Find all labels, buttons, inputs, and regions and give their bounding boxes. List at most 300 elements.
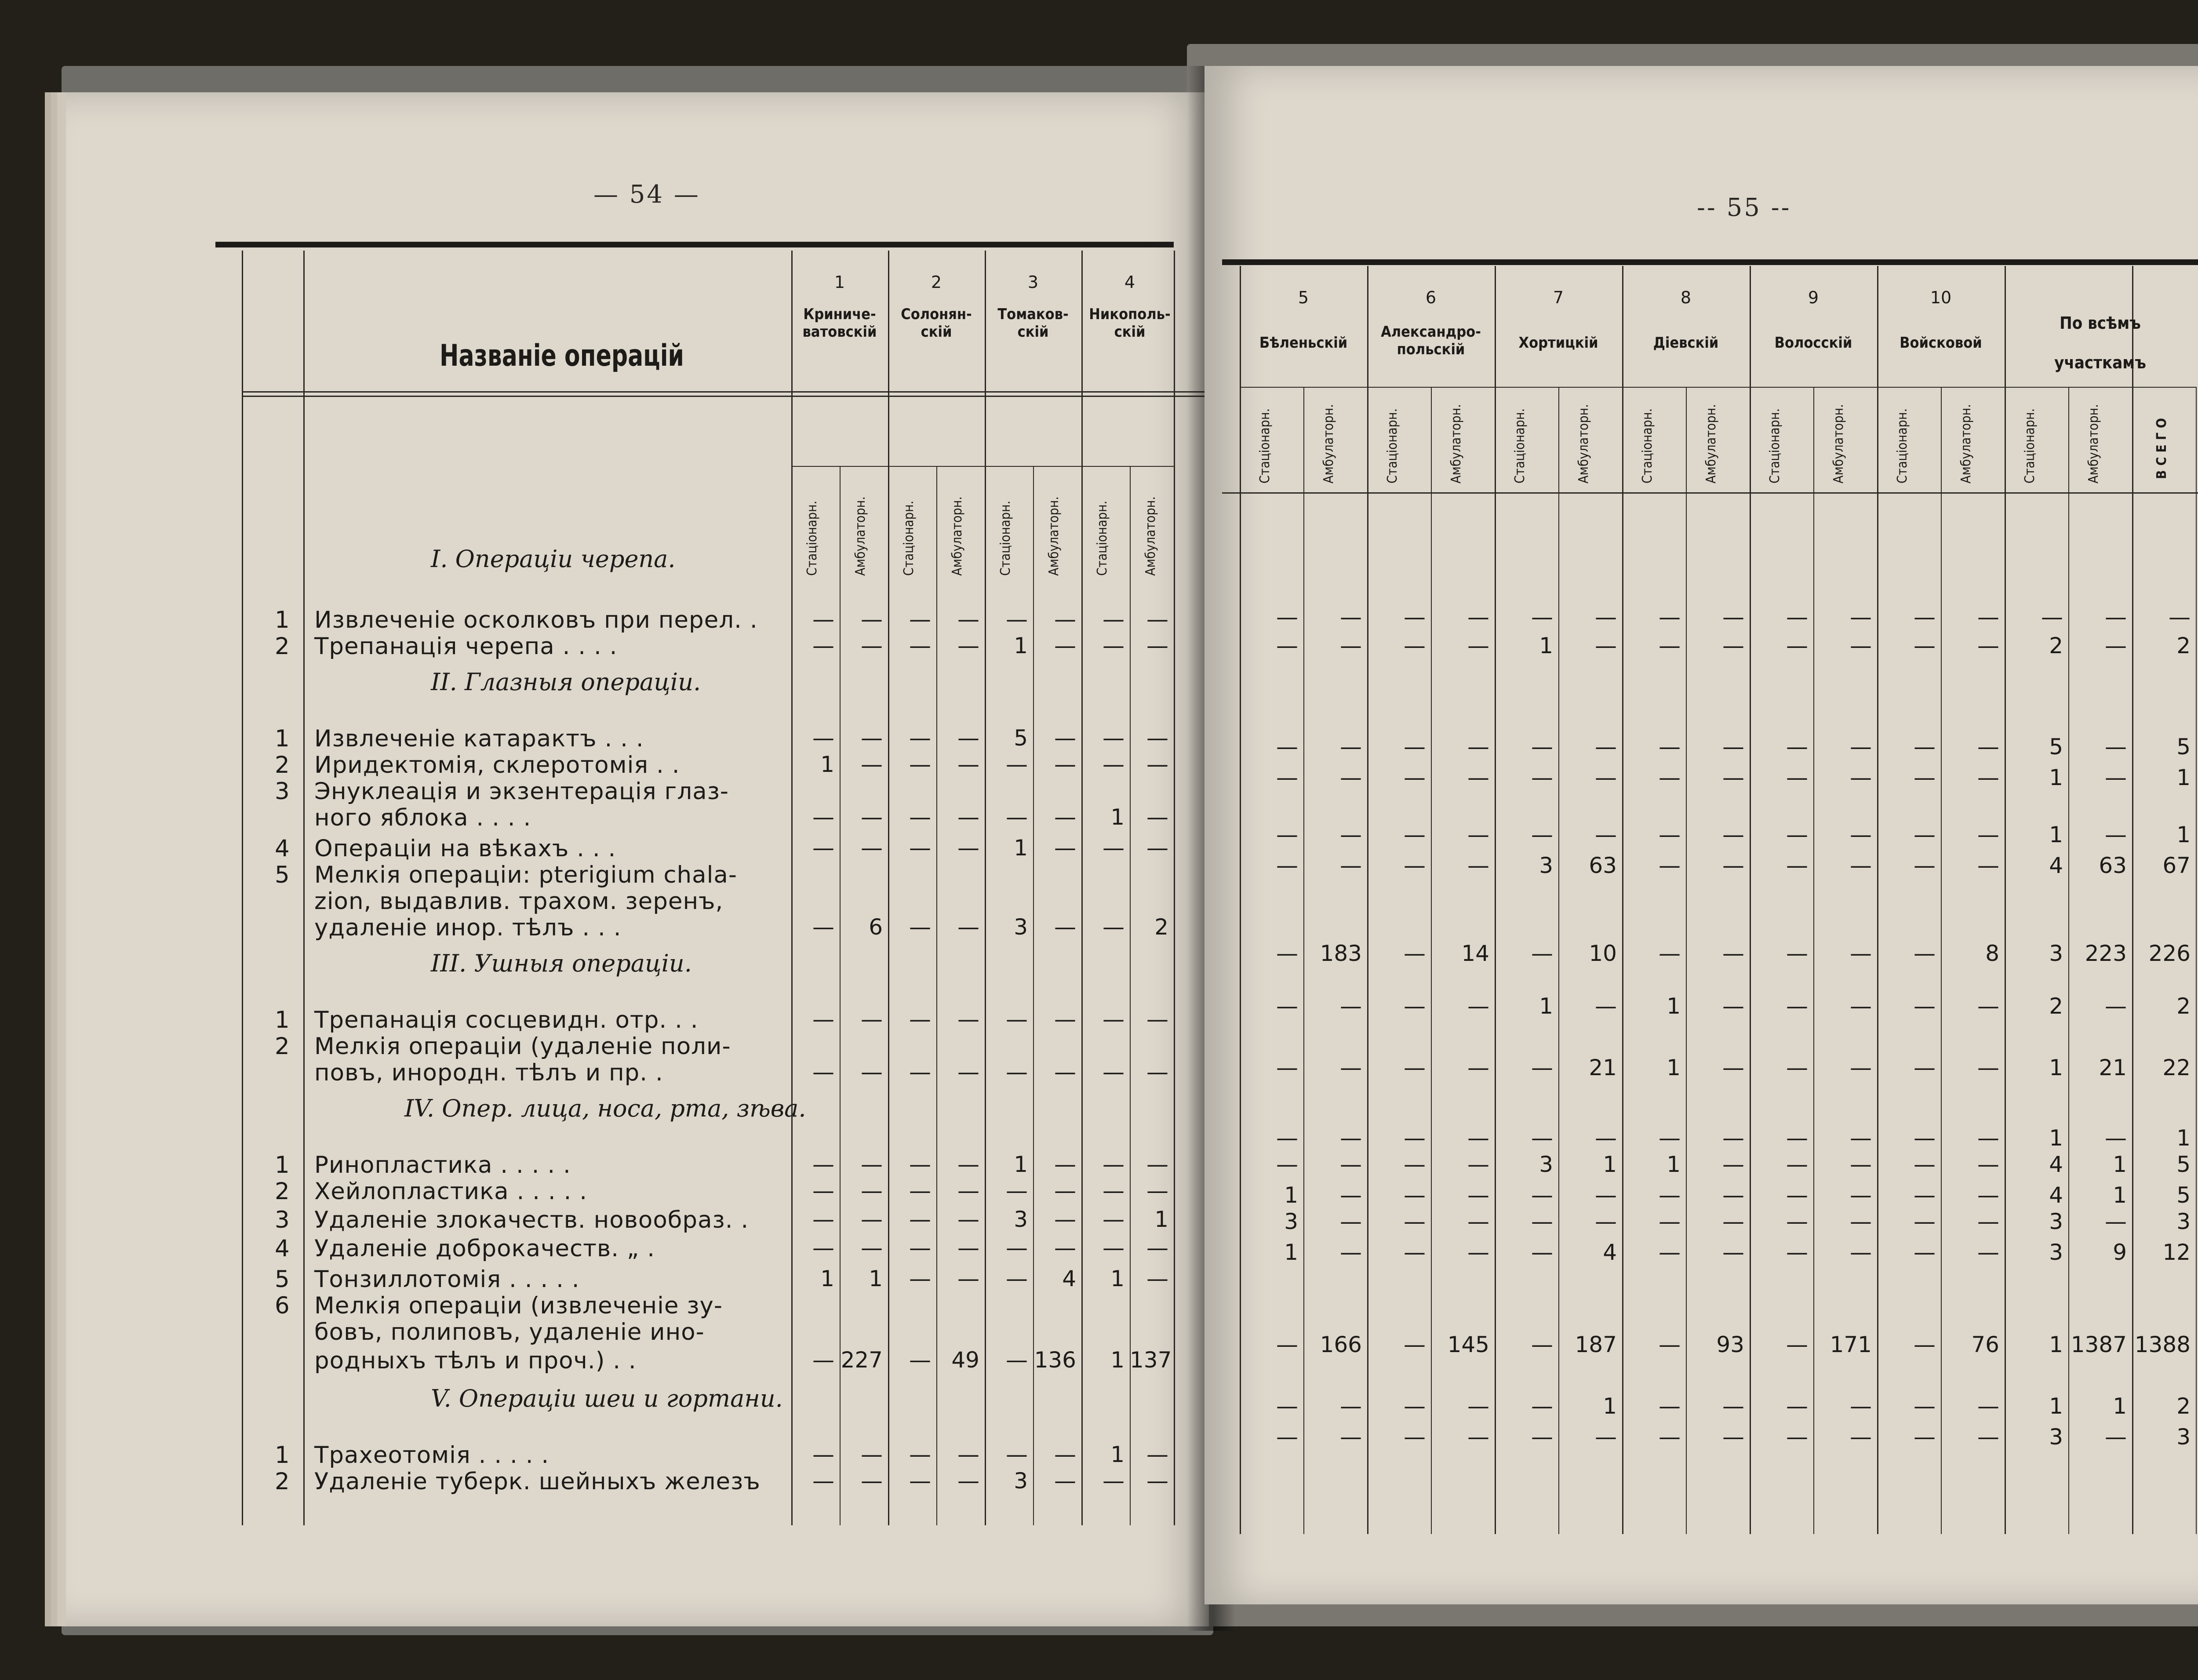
table-cell: — [1659,1240,1681,1265]
row-label: Удаленіе туберк. шейныхъ железъ [314,1468,761,1495]
table-cell: — [1914,1209,1936,1234]
table-cell: — [1786,1332,1808,1357]
table-cell: 1 [1667,993,1681,1019]
header-rule-right [1222,492,2198,494]
table-cell: — [1531,1182,1553,1208]
table-cell: — [1404,1182,1426,1208]
table-cell: — [1276,822,1298,847]
table-cell: — [861,1152,883,1177]
table-cell: — [957,1178,979,1204]
table-cell: — [1659,633,1681,658]
table-cell: — [1722,993,1744,1019]
table-cell: — [1531,1125,1553,1151]
table-cell: — [1977,822,1999,847]
table-cell: — [2105,1209,2127,1234]
table-cell: — [1722,822,1744,847]
table-cell: — [1404,734,1426,760]
table-cell: 2 [1154,914,1168,940]
table-cell: — [1467,633,1489,658]
table-cell: — [1006,1266,1028,1291]
table-cell: — [1914,734,1936,760]
table-cell: — [1103,633,1124,658]
group-name: Никополь- скій [1089,305,1171,341]
table-cell: — [1103,1207,1124,1232]
table-cell: — [1404,1332,1426,1357]
group-number: 1 [834,273,845,292]
table-cell: — [1914,993,1936,1019]
table-cell: — [2105,822,2127,847]
table-cell: — [812,1152,834,1177]
table-cell: — [1276,993,1298,1019]
table-cell: — [1467,765,1489,790]
row-number: 2 [275,752,290,778]
table-cell: — [1914,822,1936,847]
table-cell: — [1914,604,1936,630]
table-cell: — [909,835,931,861]
table-cell: — [812,1007,834,1032]
table-cell: — [812,1059,834,1085]
table-cell: — [1722,853,1744,878]
table-cell: — [861,1207,883,1232]
table-cell: — [909,1152,931,1177]
row-number: 5 [275,862,290,888]
table-cell: 76 [1971,1332,1999,1357]
table-cell: — [1276,734,1298,760]
table-cell: — [1786,1240,1808,1265]
group-number: 4 [1124,273,1135,292]
table-cell: — [1276,1125,1298,1151]
table-cell: — [1103,1059,1124,1085]
table-cell: 1 [1110,1347,1124,1373]
table-cell: — [1103,1468,1124,1494]
table-cell: — [861,725,883,751]
table-cell: — [1467,734,1489,760]
table-cell: — [1103,914,1124,940]
table-cell: — [812,725,834,751]
table-cell: — [1146,1007,1168,1032]
table-cell: — [861,1235,883,1261]
table-cell: — [1786,1125,1808,1151]
table-cell: 1 [1110,1442,1124,1467]
sub-amb-label: Амбулаторн. [1046,496,1062,576]
row-number: 3 [275,1207,290,1233]
table-cell: — [1595,765,1617,790]
table-cell: — [1595,1125,1617,1151]
table-cell: — [1404,1209,1426,1234]
table-cell: 3 [1014,1207,1028,1232]
table-cell: — [1914,1424,1936,1450]
sub-stat-label: Стаціонарн. [998,500,1013,576]
table-cell: 3 [1539,853,1553,878]
table-cell: — [1146,1266,1168,1291]
col-divider [1081,251,1083,1525]
table-cell: 67 [2162,853,2191,878]
table-cell: — [861,607,883,632]
table-cell: — [1467,1125,1489,1151]
table-cell: — [1054,1468,1076,1494]
row-number: 3 [275,778,290,805]
table-cell: — [1276,1152,1298,1177]
sub-stat-label: Стаціонарн. [1385,408,1400,484]
group-number: 8 [1680,288,1692,307]
table-cell: — [812,1178,834,1204]
table-cell: — [1340,1240,1362,1265]
sub-amb-label: Амбулаторн. [853,496,868,576]
row-label: Трахеотомія . . . . . [314,1442,550,1469]
table-cell: — [909,1207,931,1232]
table-cell: 12 [2162,1240,2191,1265]
table-cell: 1 [1603,1393,1617,1419]
table-cell: — [1340,604,1362,630]
table-cell: 1387 [2071,1332,2127,1357]
table-cell: — [1404,941,1426,966]
table-cell: — [1467,1209,1489,1234]
row-label: Удаленіе злокачеств. новообраз. . [314,1207,749,1233]
table-cell: — [1054,1059,1076,1085]
table-cell: 4 [1603,1240,1617,1265]
table-cell: — [957,1235,979,1261]
table-cell: 1 [2049,1055,2063,1080]
table-cell: — [1340,822,1362,847]
table-cell: 1 [1014,633,1028,658]
table-cell: — [1146,725,1168,751]
table-cell: — [1977,734,1999,760]
table-cell: 2 [2049,633,2063,658]
table-cell: — [861,1468,883,1494]
table-cell: 1 [1014,1152,1028,1177]
row-label: Мелкія операціи (удаленіе поли- [314,1033,731,1060]
table-cell: 2 [2049,993,2063,1019]
col-divider [985,251,986,1525]
table-cell: — [1659,1424,1681,1450]
table-cell: — [1404,1055,1426,1080]
table-cell: — [1404,822,1426,847]
table-cell: — [1722,1055,1744,1080]
section-heading: V. Операціи шеи и гортани. [431,1385,783,1412]
sub-stat-label: Стаціонарн. [1895,408,1910,484]
group-subhead-rule [791,466,1174,467]
table-cell: — [1340,633,1362,658]
table-cell: — [861,752,883,777]
table-cell: — [1850,604,1872,630]
table-cell: 5 [2176,1182,2191,1208]
table-cell: — [1467,993,1489,1019]
table-cell: 1 [1154,1207,1168,1232]
table-cell: — [1054,633,1076,658]
table-cell: — [1786,1055,1808,1080]
table-cell: — [1467,1424,1489,1450]
table-cell: — [1914,633,1936,658]
table-cell: — [909,1347,931,1373]
table-cell: — [1850,993,1872,1019]
table-cell: — [812,914,834,940]
group-number: 5 [1298,288,1309,307]
table-cell: — [957,1442,979,1467]
table-cell: — [2041,604,2063,630]
table-cell: — [1977,993,1999,1019]
table-cell: 1 [2113,1393,2127,1419]
table-cell: 2 [2176,1393,2191,1419]
sub-stat-label: Стаціонарн. [804,500,820,576]
table-cell: — [1467,1055,1489,1080]
table-cell: 3 [1014,914,1028,940]
table-cell: 2 [2176,633,2191,658]
page-number-right: -- 55 -- [1697,193,1791,222]
top-rule-left [215,242,1174,247]
table-cell: — [957,1152,979,1177]
table-cell: — [1850,1209,1872,1234]
table-cell: — [861,1442,883,1467]
group-name: Войсковой [1900,334,1982,352]
table-cell: — [957,725,979,751]
table-cell: — [861,1178,883,1204]
table-cell: — [861,835,883,861]
sub-stat-label: Стаціонарн. [1095,500,1110,576]
table-cell: — [812,1468,834,1494]
row-number: 1 [275,1152,290,1178]
table-cell: — [1103,1152,1124,1177]
table-cell: — [1531,941,1553,966]
table-cell: — [812,804,834,830]
row-label: Удаленіе доброкачеств. „ . [314,1235,655,1262]
table-cell: 10 [1589,941,1617,966]
sub-amb-label: Амбулаторн. [1958,404,1974,484]
table-cell: — [1006,1007,1028,1032]
group-name: Хортицкій [1518,334,1598,352]
table-cell: — [1276,941,1298,966]
table-cell: — [1103,1178,1124,1204]
table-cell: — [1103,607,1124,632]
table-cell: — [957,1207,979,1232]
section-heading: III. Ушныя операціи. [431,949,692,977]
table-cell: — [1722,1424,1744,1450]
table-cell: — [1977,1125,1999,1151]
table-cell: 6 [869,914,883,940]
table-cell: — [909,752,931,777]
table-cell: — [1531,1240,1553,1265]
table-cell: 1 [820,752,834,777]
table-cell: — [1404,1125,1426,1151]
table-cell: — [957,804,979,830]
table-cell: — [1467,1182,1489,1208]
table-cell: — [909,1266,931,1291]
table-cell: — [1404,1152,1426,1177]
table-cell: — [1722,734,1744,760]
table-cell: 1 [1284,1182,1298,1208]
group-name: Волосскій [1774,334,1852,352]
table-cell: — [1595,822,1617,847]
table-cell: — [1103,835,1124,861]
table-cell: — [909,1007,931,1032]
table-cell: — [861,1007,883,1032]
table-cell: 166 [1320,1332,1362,1357]
table-cell: 227 [841,1347,883,1373]
table-cell: — [1467,1240,1489,1265]
table-cell: — [957,752,979,777]
operations-title: Названіе операцій [440,338,684,373]
table-cell: — [1977,604,1999,630]
table-cell: — [1850,633,1872,658]
table-cell: — [1659,604,1681,630]
table-cell: — [1404,1424,1426,1450]
sub-amb-label: Амбулаторн. [2086,404,2101,484]
row-label: Ринопластика . . . . . [314,1152,571,1178]
table-cell: — [1722,941,1744,966]
table-cell: — [1006,1347,1028,1373]
table-cell: — [1404,853,1426,878]
table-cell: — [957,835,979,861]
sub-amb-label: Амбулаторн. [1448,404,1464,484]
table-cell: — [1850,1055,1872,1080]
table-cell: 63 [2099,853,2127,878]
table-cell: — [1146,607,1168,632]
table-cell: — [2105,633,2127,658]
row-number: 2 [275,633,290,660]
table-cell: — [2105,1424,2127,1450]
table-cell: — [1146,1178,1168,1204]
table-cell: — [1659,853,1681,878]
sub-amb-label: Амбулаторн. [950,496,965,576]
table-cell: — [957,1059,979,1085]
table-cell: — [1977,1240,1999,1265]
table-cell: — [1006,1178,1028,1204]
sub-amb-label: Амбулаторн. [1703,404,1719,484]
table-cell: — [1054,1207,1076,1232]
table-cell: — [812,607,834,632]
table-cell: — [1103,1007,1124,1032]
table-cell: — [1659,1125,1681,1151]
table-cell: 3 [1539,1152,1553,1177]
row-label: Мелкія операціи (извлеченіе зу- [314,1292,723,1319]
table-cell: — [1467,853,1489,878]
col-divider [888,251,889,1525]
table-cell: — [1054,1152,1076,1177]
table-cell: — [1146,633,1168,658]
table-cell: 5 [2176,734,2191,760]
table-cell: — [1595,1424,1617,1450]
row-number: 5 [275,1266,290,1293]
table-cell: — [1850,1240,1872,1265]
table-cell: — [1914,941,1936,966]
table-cell: — [957,633,979,658]
table-cell: — [2105,993,2127,1019]
table-cell: — [909,1059,931,1085]
table-cell: 1 [2113,1152,2127,1177]
table-cell: — [957,1468,979,1494]
table-cell: 1 [2049,765,2063,790]
group-name: Александро- польскій [1381,323,1481,358]
table-cell: 5 [2049,734,2063,760]
table-cell: — [2105,734,2127,760]
col-divider [1174,251,1175,1525]
table-cell: 1 [1603,1152,1617,1177]
table-cell: — [812,835,834,861]
table-cell: 49 [951,1347,979,1373]
table-cell: — [957,1007,979,1032]
row-number: 2 [275,1178,290,1205]
section-heading: II. Глазныя операціи. [431,668,701,696]
table-cell: 1 [2049,1393,2063,1419]
table-cell: — [1340,1182,1362,1208]
table-cell: — [1467,822,1489,847]
table-cell: — [1850,1393,1872,1419]
table-cell: — [909,725,931,751]
row-label: Энуклеація и экзентерація глаз- [314,778,729,805]
table-cell: 3 [2176,1209,2191,1234]
row-label: удаленіе инор. тѣлъ . . . [314,914,622,941]
table-cell: — [812,1442,834,1467]
table-cell: — [1146,1152,1168,1177]
table-cell: — [1467,604,1489,630]
table-cell: — [1006,804,1028,830]
row-label: бовъ, полиповъ, удаленіе ино- [314,1319,705,1345]
table-cell: 4 [2049,1152,2063,1177]
table-cell: — [1054,607,1076,632]
table-cell: 1 [2176,765,2191,790]
table-cell: — [1786,1209,1808,1234]
table-cell: — [1340,1125,1362,1151]
table-cell: — [1595,1209,1617,1234]
table-cell: 93 [1716,1332,1744,1357]
table-cell: — [1467,1393,1489,1419]
table-cell: — [1340,853,1362,878]
table-cell: — [1659,1332,1681,1357]
table-cell: — [1340,1152,1362,1177]
table-cell: 3 [2049,1240,2063,1265]
table-cell: — [1006,1235,1028,1261]
table-cell: 1 [2049,1125,2063,1151]
table-cell: 21 [1589,1055,1617,1080]
table-cell: — [1786,822,1808,847]
table-cell: — [1722,633,1744,658]
table-cell: — [1404,1240,1426,1265]
table-cell: 1 [2049,822,2063,847]
table-cell: — [1276,853,1298,878]
table-cell: — [1006,752,1028,777]
table-cell: — [1404,633,1426,658]
row-label: Мелкія операціи: pterigium chala- [314,862,737,888]
table-cell: — [2169,604,2191,630]
table-cell: — [1722,604,1744,630]
row-number: 6 [275,1292,290,1319]
table-cell: — [1977,1209,1999,1234]
table-cell: — [1146,752,1168,777]
table-cell: — [1850,822,1872,847]
sub-stat-label: Стаціонарн. [901,500,917,576]
table-cell: — [909,633,931,658]
table-cell: 1 [2176,822,2191,847]
table-cell: 3 [1014,1468,1028,1494]
sub-total-label: ВСЕГО [2154,414,2169,479]
table-cell: — [1977,1393,1999,1419]
table-cell: — [2105,604,2127,630]
table-cell: 1 [1539,993,1553,1019]
table-cell: — [1146,835,1168,861]
table-cell: 1 [1667,1152,1681,1177]
table-cell: — [1914,765,1936,790]
table-cell: — [1006,1442,1028,1467]
sub-amb-label: Амбулаторн. [1576,404,1591,484]
table-cell: — [1276,765,1298,790]
table-cell: 3 [2176,1424,2191,1450]
row-number: 4 [275,1235,290,1262]
group-number: 2 [931,273,942,292]
table-cell: 3 [2049,1424,2063,1450]
table-cell: — [1786,993,1808,1019]
table-cell: 63 [1589,853,1617,878]
table-cell: — [1722,1125,1744,1151]
group-name: Солонян- скій [901,305,972,341]
